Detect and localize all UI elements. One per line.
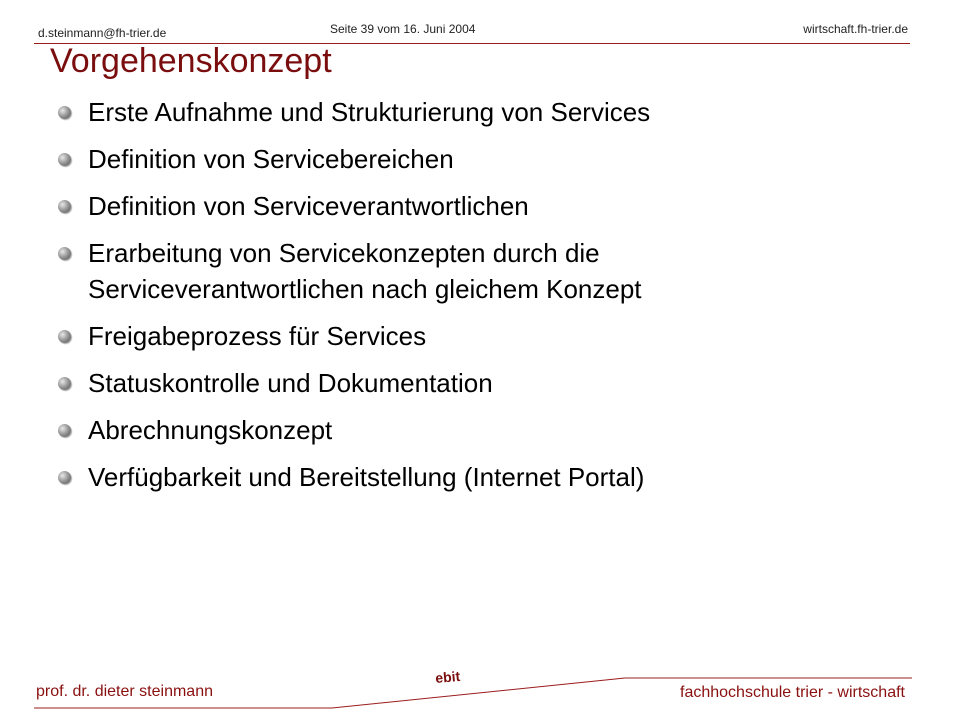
- bullet-text: Abrechnungskonzept: [88, 415, 333, 445]
- bullet-text: Erste Aufnahme und Strukturierung von Services: [88, 97, 651, 127]
- slide-title: Vorgehenskonzept: [50, 42, 332, 80]
- header-email: d.steinmann@fh-trier.de: [38, 26, 167, 40]
- bullet-text: Definition von Servicebereichen: [88, 144, 454, 174]
- footer-author: prof. dr. dieter steinmann: [36, 683, 213, 700]
- header-site: wirtschaft.fh-trier.de: [803, 22, 908, 36]
- bullet-text: Erarbeitung von Servicekonzepten durch die Serviceverantwortlichen nach gleichem Konzept: [88, 238, 642, 304]
- footer-institution: fachhochschule trier - wirtschaft: [680, 684, 905, 701]
- bullet-text: Freigabeprozess für Services: [88, 321, 427, 351]
- header-page-info: Seite 39 vom 16. Juni 2004: [330, 22, 476, 36]
- bullet-text: Statuskontrolle und Dokumentation: [88, 368, 493, 398]
- bullet-text: Verfügbarkeit und Bereitstellung (Internet Portal): [88, 462, 645, 492]
- ebit-logo: ebit: [434, 667, 461, 686]
- bullet-text: Definition von Serviceverantwortlichen: [88, 191, 529, 221]
